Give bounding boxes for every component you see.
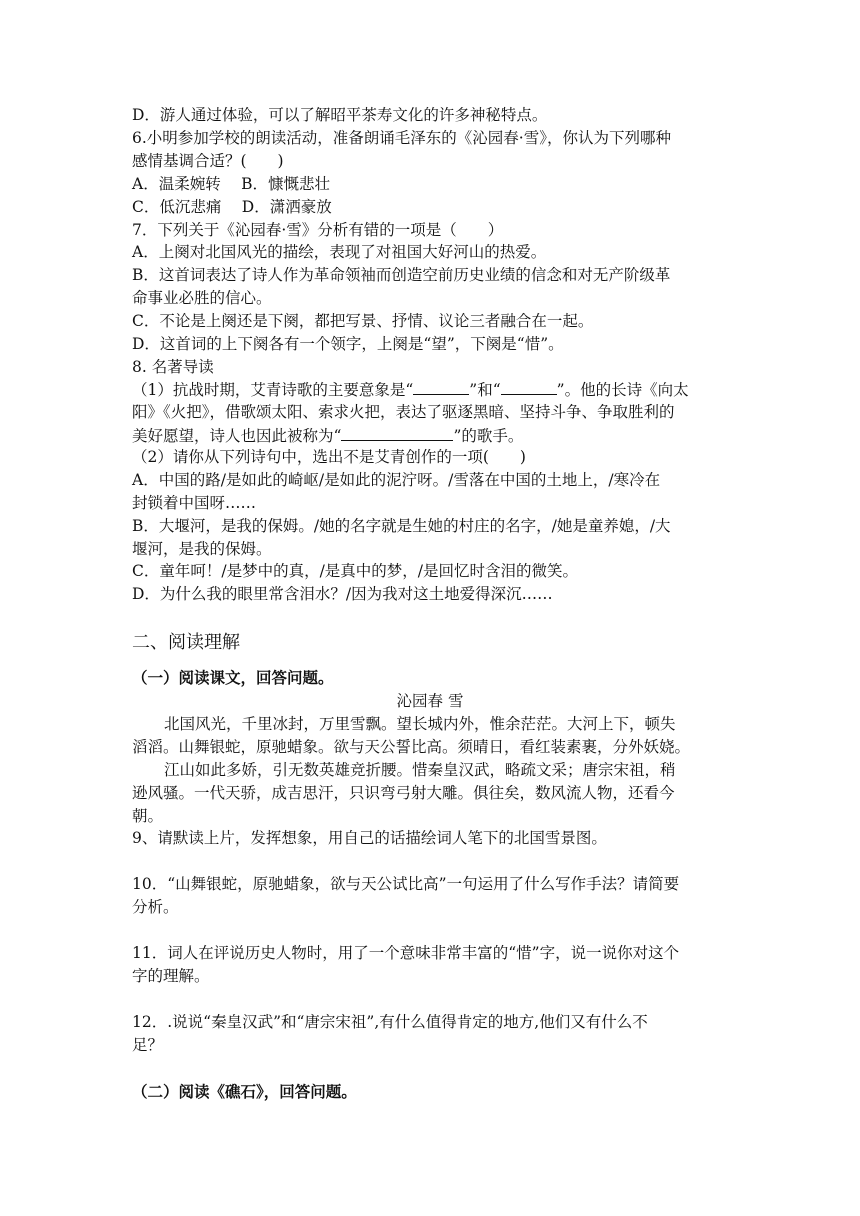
- poem-paragraph-1-line-2: 滔滔。山舞银蛇，原驰蜡象。欲与天公誓比高。须晴日，看红装素裹，分外妖娆。: [132, 738, 691, 756]
- q8-1-text-e: ”的歌手。: [453, 427, 524, 445]
- question-7-option-d: D．这首词的上下阕各有一个领字，上阕是“望”，下阕是“惜”。: [132, 335, 564, 353]
- q8-1-text-d: 美好愿望，诗人也因此被称为“: [132, 427, 342, 445]
- part-1-heading: （一）阅读课文，回答问题。: [132, 668, 334, 687]
- question-12-line-2: 足？: [132, 1036, 164, 1054]
- question-11-line-1: 11．词人在评说历史人物时，用了一个意味非常丰富的“惜”字，说一说你对这个: [132, 944, 680, 962]
- blank-2[interactable]: [501, 378, 557, 395]
- question-8-2-option-b-2: 堰河，是我的保姆。: [132, 540, 272, 558]
- q8-1-text-a: （1）抗战时期，艾青诗歌的主要意象是“: [132, 381, 414, 399]
- question-7-option-b-2: 命事业必胜的信心。: [132, 289, 272, 307]
- blank-1[interactable]: [413, 378, 469, 395]
- question-8-2-option-d: D．为什么我的眼里常含泪水？/因为我对这土地爱得深沉……: [132, 585, 553, 603]
- question-10-line-2: 分析。: [132, 898, 179, 916]
- question-6-options-ab: A．温柔婉转 B．慷慨悲壮: [132, 175, 331, 193]
- poem-paragraph-2-line-1: 江山如此多娇，引无数英雄竞折腰。惜秦皇汉武，略疏文采；唐宗宋祖，稍: [164, 761, 676, 779]
- question-8-1-line-2: 阳》《火把》，借歌颂太阳、索求火把，表达了驱逐黑暗、坚持斗争、争取胜利的: [132, 403, 675, 421]
- question-7-option-b-1: B．这首词表达了诗人作为革命领袖而创造空前历史业绩的信念和对无产阶级革: [132, 266, 671, 284]
- poem-paragraph-1-line-1: 北国风光，千里冰封，万里雪飘。望长城内外，惟余茫茫。大河上下，顿失: [164, 715, 676, 733]
- question-8-2-option-a-1: A．中国的路/是如此的崎岖/是如此的泥泞呀。/雪落在中国的土地上，/寒冷在: [132, 471, 661, 489]
- question-8-2-option-b-1: B．大堰河，是我的保姆。/她的名字就是生她的村庄的名字，/她是童养媳，/大: [132, 517, 671, 535]
- option-d-line: D．游人通过体验，可以了解昭平茶寿文化的许多神秘特点。: [132, 106, 548, 124]
- question-8-heading: 8. 名著导读: [132, 358, 214, 376]
- blank-3[interactable]: [341, 424, 453, 441]
- question-8-1-line-1: [132, 378, 689, 401]
- question-7-stem: 7．下列关于《沁园春·雪》分析有错的一项是（ ）: [132, 221, 504, 239]
- section-2-heading: 二、阅读理解: [132, 632, 240, 653]
- poem-paragraph-2-line-3: 朝。: [132, 807, 164, 825]
- question-8-1-line-3: [132, 424, 523, 447]
- question-7-option-c: C．不论是上阕还是下阕，都把写景、抒情、议论三者融合在一起。: [132, 312, 594, 330]
- poem-title: 沁园春 雪: [396, 692, 464, 710]
- q8-1-text-b: ”和“: [469, 381, 501, 399]
- question-8-2-stem: （2）请你从下列诗句中，选出不是艾青创作的一项( ): [132, 448, 526, 466]
- question-10-line-1: 10．“山舞银蛇，原驰蜡象，欲与天公试比高”一句运用了什么写作手法？请简要: [132, 875, 680, 893]
- question-7-option-a: A．上阕对北国风光的描绘，表现了对祖国大好河山的热爱。: [132, 243, 547, 261]
- question-8-2-option-a-2: 封锁着中国呀……: [132, 494, 257, 512]
- poem-paragraph-2-line-2: 逊风骚。一代天骄，成吉思汗，只识弯弓射大雕。俱往矣，数风流人物，还看今: [132, 784, 675, 802]
- question-8-2-option-c: C．童年呵！/是梦中的真，/是真中的梦，/是回忆时含泪的微笑。: [132, 562, 579, 580]
- question-11-line-2: 字的理解。: [132, 967, 210, 985]
- q8-1-text-c: ”。他的长诗《向太: [556, 381, 689, 399]
- question-6-line-2: 感情基调合适？( ): [132, 152, 284, 170]
- question-6-line-1: 6.小明参加学校的朗读活动，准备朗诵毛泽东的《沁园春·雪》，你认为下列哪种: [132, 129, 671, 147]
- question-9: 9、请默读上片，发挥想象，用自己的话描绘词人笔下的北国雪景图。: [132, 829, 607, 847]
- part-2-heading: （二）阅读《礁石》，回答问题。: [132, 1082, 357, 1101]
- question-6-options-cd: C．低沉悲痛 D．潇洒豪放: [132, 198, 332, 216]
- question-12-line-1: 12．.说说“秦皇汉武”和“唐宗宋祖”,有什么值得肯定的地方,他们又有什么不: [132, 1013, 648, 1031]
